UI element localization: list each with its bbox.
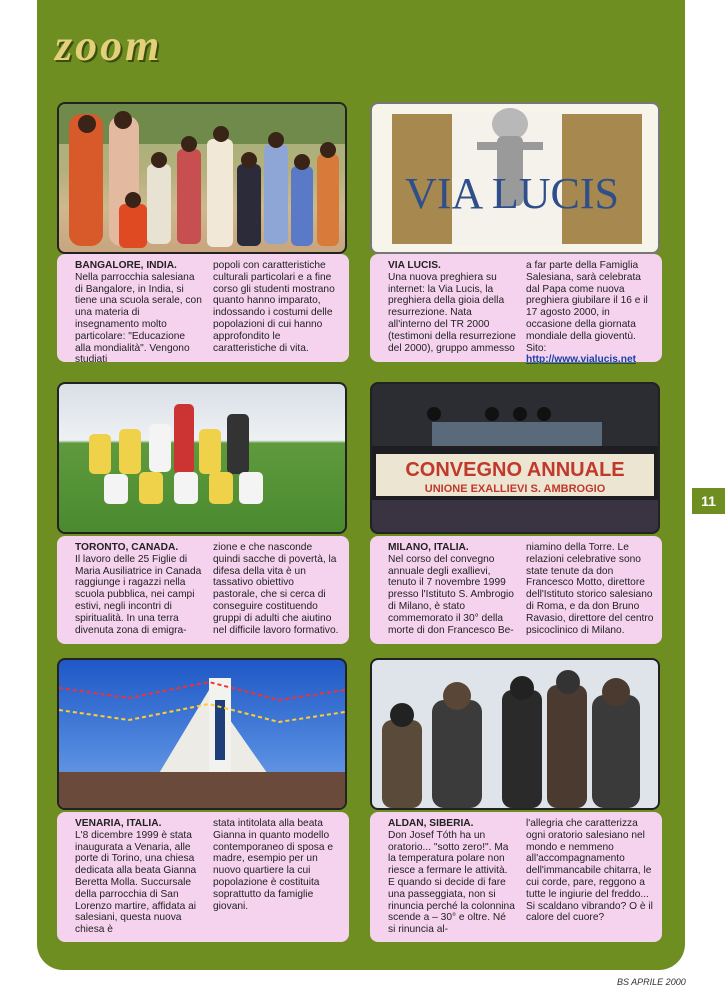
page-footer: BS APRILE 2000 [617, 977, 686, 987]
text-toronto-2: zione e che nasconde quindi sacche di povertà, la difesa della vita è un tassativo obiettivo pastorale, che si cerca di conseguire costituendo gruppi di adulti che aiutino nel difficile lavoro formativo. [213, 542, 339, 636]
youth-group-image [59, 384, 345, 532]
church-image [59, 660, 345, 808]
heading-aldan: ALDAN, SIBERIA. [388, 818, 474, 829]
photo-venaria [57, 658, 347, 810]
article-bangalore-col2 [213, 260, 341, 354]
snow-group-image [372, 660, 658, 808]
page-number-tab: 11 [692, 488, 725, 514]
article-aldan-col2 [526, 818, 654, 924]
banner-line1: CONVEGNO ANNUALE [405, 459, 625, 481]
text-venaria-1: L'8 dicembre 1999 è stata inaugurata a Venaria, alle porte di Torino, una chiesa dedicata alla beata Gianna Beretta Molla. Succursale della parrocchia di San Lorenzo martire, affidata ai salesiani, questa nuova chiesa è [75, 829, 197, 936]
via-lucis-image [372, 104, 658, 252]
section-title: zoom [55, 21, 163, 70]
via-lucis-link[interactable]: http://www.vialucis.net [526, 354, 636, 366]
children-group-image [59, 104, 345, 252]
text-aldan-1: Don Josef Tóth ha un oratorio... "sotto zero!". Ma la temperatura polare non riesce a fermare le attività. E quando si decide di fare una passeggiata, non si rinuncia perché la colonnina scende a – 30° e oltre. Né si rinuncia al- [388, 829, 515, 936]
heading-milano: MILANO, ITALIA. [388, 542, 469, 553]
text-via-lucis-1: Una nuova preghiera su internet: la Via Lucis, la preghiera della gioia della resurrezione. Nata all'interno del TR 2000 (testimoni della resurrezione del 2000), gruppo ammesso [388, 271, 516, 354]
banner-line2: UNIONE EXALLIEVI S. AMBROGIO [424, 483, 606, 495]
text-toronto-1: Il lavoro delle 25 Figlie di Maria Ausiliatrice in Canada raggiunge i ragazzi nella scuola pubblica, nei campi estivi, negli incontri di spiritualità. In una terra divenuta zona di emigra- [75, 553, 202, 636]
article-venaria-col1 [75, 818, 203, 936]
heading-toronto: TORONTO, CANADA. [75, 542, 179, 553]
text-bangalore-2: popoli con caratteristiche culturali particolari e a fine corso gli studenti mostrano quanto hanno imparato, indossando i costumi delle popolazioni di cui hanno approfondito le caratteristiche di vita. [213, 260, 335, 354]
photo-bangalore [57, 102, 347, 254]
text-milano-2: niamino della Torre. Le relazioni celebrative sono state tenute da don Francesco Motto, direttore dell'Istituto storico salesiano di Roma, e da don Bruno Ravasio, direttore del centro psicoclinico di Milano. [526, 542, 654, 636]
via-lucis-image-text: VIA LUCIS [405, 169, 619, 218]
article-via-lucis-col1 [388, 260, 516, 354]
article-toronto-col2 [213, 542, 341, 636]
photo-toronto [57, 382, 347, 534]
heading-venaria: VENARIA, ITALIA. [75, 818, 162, 829]
text-via-lucis-2: a far parte della Famiglia Salesiana, sarà celebrata dal Papa come nuova preghiera giubilare il 16 e il 17 agosto 2000, in occasione della giornata mondiale della gioventù. Sito: [526, 260, 648, 354]
article-via-lucis-col2 [526, 260, 654, 366]
photo-milano [370, 382, 660, 534]
article-milano-col2 [526, 542, 654, 636]
heading-bangalore: BANGALORE, INDIA. [75, 260, 177, 271]
text-milano-1: Nel corso del convegno annuale degli exallievi, tenuto il 7 novembre 1999 presso l'Istituto S. Ambrogio di Milano, è stato commemorato il 30° della morte di don Francesco Be- [388, 553, 514, 636]
text-aldan-2: l'allegria che caratterizza ogni oratorio salesiano nel mondo e nemmeno all'accompagnamento dell'immancabile chitarra, le cui corde, pare, reggono a tutte le ingiurie del freddo... Si scaldano vibrando? O è il calore del cuore? [526, 818, 653, 924]
article-toronto-col1 [75, 542, 203, 636]
article-bangalore-col1 [75, 260, 203, 366]
article-aldan-col1 [388, 818, 516, 936]
article-venaria-col2 [213, 818, 341, 912]
heading-via-lucis: VIA LUCIS. [388, 260, 441, 271]
photo-via-lucis [370, 102, 660, 254]
text-bangalore-1: Nella parrocchia salesiana di Bangalore, in India, si tiene una scuola serale, con una materia di insegnamento molto particolare: "Educazione alla mondialità". Vengono studiati [75, 271, 202, 366]
convention-image [372, 384, 658, 532]
photo-aldan [370, 658, 660, 810]
article-milano-col1 [388, 542, 516, 636]
text-venaria-2: stata intitolata alla beata Gianna in quanto modello contemporaneo di sposa e madre, esempio per un nuovo quartiere la cui popolazione è costituita soprattutto da famiglie giovani. [213, 818, 334, 912]
